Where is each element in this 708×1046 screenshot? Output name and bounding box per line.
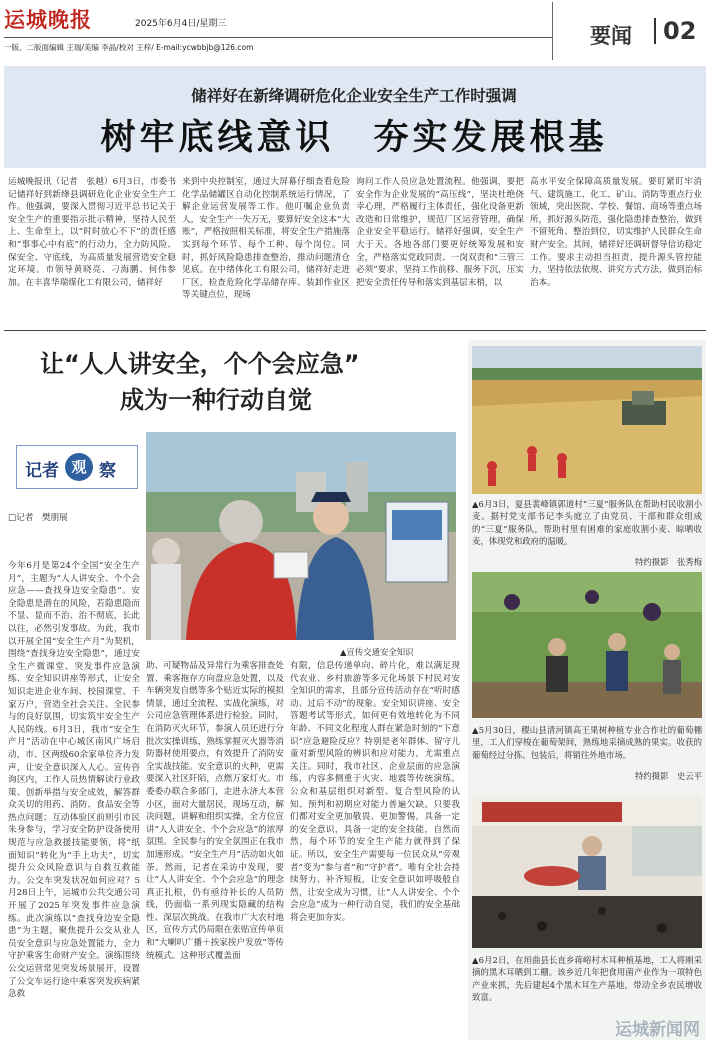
feature-column-2: 助、可疑物品及异常行为乘客排查处置、乘客拖存方向盘应急处置，以及车辆突发自燃等多个贴近实际的模拟情景，通过全流程、实战化演练，对公司应急管理体系进行检验。同时，在消防灭火环节，参演人员还进行分批次实操训练，熟练掌握灭火器等消防器材使用要点，有效提升了消防安全实战技能。安全意识的火种，更需要深入社区阡陌，点燃万家灯火。市委委办联合多部门，走进永济大本营小区，面对大量居民，现场互动，解决问题，讲解和组织实操，全方位宣讲“人人讲安全、个个会应急”的浓厚氛围。全民参与的安全氛围正在我市加速形成。“安全生产月”活动如火如荼。然而，记者在采访中发现，要让“人人讲安全、个个会应急”的理念真正扎根，仍有亟待补长的人员防线，仍面临一系列现实隐藏的结构性、深层次挑战。在我市广大农村地区，宣传方式仍局限在张贴宣传单页和“大喇叭广播＋挨家挨户发放”等传统模式。这种形式覆盖面 <box>146 661 284 961</box>
lead-column-3: 询问工作人员应急处置流程。他强调，要把安全作为企业发展的“高压线”，坚决杜绝侥幸心理，严格履行主体责任，强化设备更新改造和日常维护，规范厂区运营管理，确保企业安全平稳运行。储祥好强调，安全生产大于天。各地各部门要更好统筹发展和安全，严格落实党政同责、一岗双责和“三管三必须”要求，坚持工作前移、服务下沉，压实把安全责任传导和落实到基层末梢，以 <box>356 177 524 288</box>
photo1-caption: ▲6月3日，夏县裴峰镇郭道村“三夏”服务队在帮助村民收割小麦。据村党支部书记李头庭立了由党员、干部和群众组成的“三夏”服务队，帮助村里有困难的家庭收割小麦、晾晒收麦，体现党和政府的温暖。 <box>472 499 702 547</box>
feature-column-1: 今年6月是第24个全国“安全生产月”，主题为“人人讲安全、个个会应急——查找身边安全隐患”。安全隐患是潜在的风险，若隐患隐而不显、显而不治、治不彻底，长此以往，必然引发事故。为此，我市以开展全国“安全生产月”为契机，围绕“查找身边安全隐患”，通过安全生产微课堂、突发事件应急演练、安全知识讲座等形式，让安全知识走进企业车间、校园课堂、千家万户，营造全社会关注、全民参与的良好氛围，切实筑牢安全生产人民防线。6月3日，我市“安全生产月”活动在中心城区南风广场启动，市、区两级60余家单位齐力发声，让安全意识深入人心。宣传咨询区内，工作人员热情解读行业政策、创新举措与安全成效，解答群众关切的用药、消防、食品安全等热点问题；互动体验区前则引市民朱身参与，学习安全防护设备使用规范与应急救援技能要领，将“纸面知识”转化为“手上功夫”，切实提升公众风险意识与自救互救能力。公交车突发状况如何应对？5月28日上午，运城市公共交通公司开展了2025年突发事件应急演练。此次演练以“查找身边安全隐患”为主题，聚焦提升公交从业人员安全意识与应急处置能力，全力守护乘客生命财产安全。演练围绕公交运营常见突发场景展开，设置了公交车运行途中乘客突发疾病紧急救 <box>8 561 140 1000</box>
issue-date: 2025年6月4日/星期三 <box>135 19 227 29</box>
badge-text-observe: 观 <box>65 453 93 481</box>
photo1-credit: 特约摄影 张秀梅 <box>635 557 702 567</box>
main-photo-caption: ▲宣传交通安全知识 <box>340 647 414 657</box>
photo2-credit: 特约摄影 史云平 <box>635 771 702 781</box>
badge-text-reporter: 记者 <box>25 461 59 481</box>
feature-headline-line1: 让“人人讲安全，个个会应急” <box>40 350 360 378</box>
photo3-caption: ▲6月2日，在垣曲县长直乡蒋峪村木耳种植基地，工人将刚采摘的黑木耳晒到工棚。该乡近几年把食用菌产业作为一项特色产业来抓，先后建起4个黑木耳生产基地，带动全乡农民增收致富。 <box>472 955 702 1003</box>
photo2-caption: ▲5月30日，稷山县清河镇高王果树种植专业合作社的葡萄棚里，工人们穿梭在葡萄架间，熟练地采摘成熟的果实。收获的葡萄经过分拣、包装后，将销往外地市场。 <box>472 725 702 760</box>
lead-column-4: 高水平安全保障高质量发展。要盯紧盯牢消气、建筑施工、化工、矿山、消防等重点行业领域，突出医院、学校、餐馆、商场等重点场所，抓好源头防范，强化隐患排查整治，做到不留死角、整治到位，切实维护人民群众生命财产安全。其间，储祥好还调研督导信访稳定工作。要求主动担当担责，提升源头管控能力，坚持依法依规、讲究方式方法，做到治标治本。 <box>530 177 702 288</box>
section-title: 要闻 <box>590 24 632 48</box>
feature-headline-line2: 成为一种行动自觉 <box>120 386 312 414</box>
lead-column-1: 运城晚报讯（记者 张越）6月3日，市委书记储祥好到新绛县调研危化企业安全生产工作。他强调，要深入贯彻习近平总书记关于安全生产的重要指示批示精神，坚持人民至上、生命至上，以“时时放心不下”的责任感和“事事心中有底”的行动力，全力防风险、保安全、守底线，为高质量发展营造安全稳定环境。市领导黄晓亮、刁海鹏、何伟参加。在丰喜华瑞煤化工有限公司，储祥好 <box>8 177 176 288</box>
grape-picking-photo <box>472 572 702 718</box>
masthead-divider <box>4 37 552 38</box>
page-number: 02 <box>654 18 696 44</box>
editor-credits: 一版、二版面编辑 王瑞/美编 李晶/校对 王梓/ E-mail:ycwbbjb@126.com <box>4 43 254 52</box>
feature-column-3: 有限，信息传递单向、碎片化，难以满足现代农业、乡村旅游等多元化场景下村民对安全知识的需求，且部分宣传活动存在“听时感动、过后不动”的现象。安全知识讲座、安全答题考试等形式，如何更有效地转化为不同年龄、不同文化程度人群在紧急时刻的“下意识”应急避险反应？特别是老年群体、留守儿童对新型风险的辨识和应对能力，尤需重点关注。同时，我市社区、企业层面的应急演练，内容多侧重于火灾、地震等传统演练。公众和基层组织对新型、复合型风险的认知、预判和初期应对能力普遍欠缺。只要我们都对安全更加敬畏、更加警惕，具备一定的安全意识，具备一定的安全技能，自然而然，每个环节的安全生产能力就得到了保证。所以，安全生产需要每一位民众从“旁观者”变为“参与者”和“守护者”。唯有全社会持续努力、补齐短板，让安全意识如呼吸般自然，让安全成为习惯，让“人人讲安全、个个会应急”成为一种行动自觉，我们的安全基础将会更加夯实。 <box>290 661 460 923</box>
fungus-drying-photo <box>472 796 702 948</box>
reporter-observation-badge <box>16 445 138 489</box>
feature-byline: □记者 樊朋展 <box>8 513 68 523</box>
site-watermark: 运城新闻网 <box>615 1020 700 1040</box>
lead-column-2: 来到中央控制室，通过大屏幕仔细查看危险化学品储罐区自动化控制系统运行情况，了解企业运营发展等工作。他叮嘱企业负责人，安全生产一失万无，要算好安全这本“大账”，严格按照相关标准，将安全生产措施落实到每个环节、每个工种、每个岗位。同时，抓好风险隐患排查整治，推动问题清仓见底。在中绪体化工有限公司，储祥好走进厂区，检查危险化学品储存库、装卸作业区等关键点位，现场 <box>182 177 350 301</box>
wheat-harvest-photo <box>472 346 702 494</box>
masthead-logo: 运城晚报 <box>4 8 92 32</box>
lead-subheadline: 储祥好在新绛调研危化企业安全生产工作时强调 <box>191 87 517 105</box>
lead-headline: 树牢底线意识 夯实发展根基 <box>100 118 608 158</box>
badge-text-inspect: 察 <box>99 461 116 481</box>
safety-publicity-photo <box>146 432 456 640</box>
section-divider <box>4 330 706 331</box>
